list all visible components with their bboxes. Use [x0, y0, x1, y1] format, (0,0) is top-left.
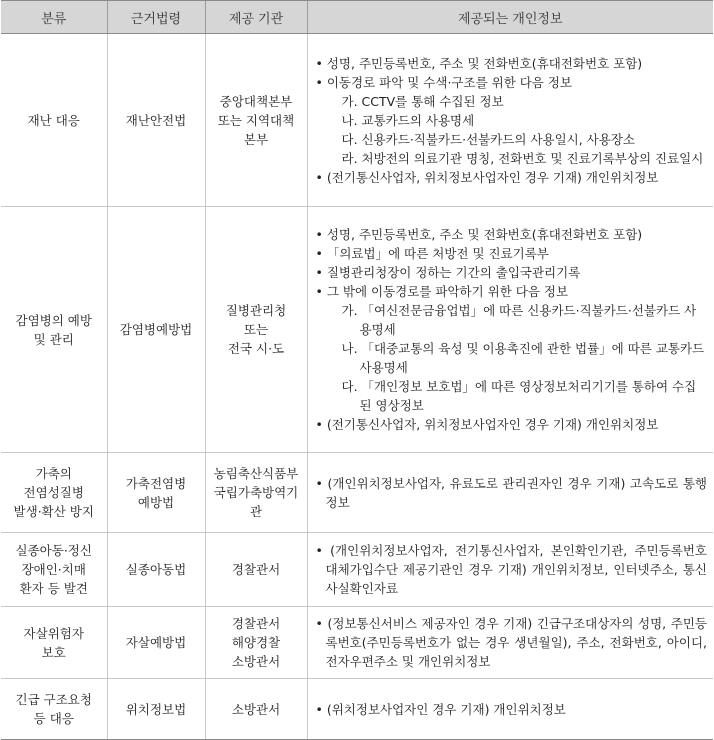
category-cell [1, 453, 107, 533]
law-cell [107, 453, 205, 533]
category-cell [1, 679, 107, 740]
table-row [1, 533, 713, 607]
sub-item: 가. CCTV를 통해 수집된 정보 [341, 93, 504, 109]
law-cell [107, 207, 205, 453]
bullet-item: • (개인위치정보사업자, 전기통신사업자, 본인확인기관, 주민등록번호 대체가입수단 제공기관인 경우 기재) 개인위치정보, 인터넷주소, 통신사실확인자료 [315, 543, 707, 596]
category-cell [1, 207, 107, 453]
header-law: 근거법령 [107, 1, 205, 34]
agency-cell [205, 607, 307, 679]
agency-cell-line: 전국 시·도 [227, 341, 285, 356]
category-cell [1, 34, 107, 207]
agency-cell [205, 533, 307, 607]
law-cell [107, 533, 205, 607]
agency-cell-line: 질병관리청 [225, 303, 287, 318]
category-cell-line: 환자 등 발견 [19, 581, 88, 596]
bullet-item: • (전기통신사업자, 위치정보사업자인 경우 기재) 개인위치정보 [315, 417, 659, 432]
agency-cell-line: 소방관서 [231, 654, 281, 669]
table-row [1, 207, 713, 453]
law-cell [107, 34, 205, 207]
agency-cell-line: 국립가축방역기관 [213, 485, 299, 519]
bullet-item: • 성명, 주민등록번호, 주소 및 전화번호(휴대전화번호 포함) [315, 227, 643, 242]
personal-info-table [1, 0, 713, 740]
category-cell-line: 긴급 구조요청 [15, 692, 92, 707]
category-cell-line: 및 관리 [33, 331, 74, 347]
agency-cell [205, 207, 307, 453]
agency-cell-line: 중앙대책본부 [219, 93, 293, 109]
sub-item: 나. 교통카드의 사용명세 [341, 112, 475, 128]
bullet-item: • (정보통신서비스 제공자인 경우 기재) 긴급구조대상자의 성명, 주민등록번호(주민등록번호가 없는 경우 생년월일), 주소, 전화번호, 아이디, 전자우편주소 및 개인위치정보 [315, 616, 707, 669]
law-cell-line: 자살예방법 [125, 635, 187, 650]
category-cell-line: 보호 [41, 644, 66, 660]
agency-cell-line: 본부 [243, 131, 269, 147]
category-cell-line: 자살위험자 [23, 625, 84, 641]
category-cell-line: 재난 대응 [27, 112, 80, 128]
category-cell-line: 실종아동·정신 [15, 543, 92, 558]
agency-cell-line: 소방관서 [231, 701, 281, 717]
bullet-item: • 「의료법」에 따른 처방전 및 진료기록부 [315, 246, 549, 261]
agency-cell [205, 453, 307, 533]
law-cell-line: 감염병예방법 [119, 322, 193, 337]
info-cell [307, 34, 713, 207]
info-cell [307, 533, 713, 607]
table-header-row [1, 1, 713, 34]
category-cell-line: 등 대응 [33, 711, 74, 726]
sub-item: 라. 처방전의 의료기관 명칭, 전화번호 및 진료기록부상의 진료일시 [341, 150, 704, 166]
bullet-item: • 그 밖에 이동경로를 파악하기 위한 다음 정보 [315, 284, 569, 299]
info-cell [307, 453, 713, 533]
agency-cell-line: 해양경찰 [231, 635, 281, 650]
bullet-item: • (전기통신사업자, 위치정보사업자인 경우 기재) 개인위치정보 [315, 169, 659, 185]
law-cell-line: 실종아동법 [125, 562, 187, 577]
category-cell-line: 전염성질병 [23, 485, 84, 500]
category-cell [1, 607, 107, 679]
bullet-item: • 성명, 주민등록번호, 주소 및 전화번호(휴대전화번호 포함) [315, 55, 643, 71]
header-info: 제공되는 개인정보 [307, 1, 713, 34]
category-cell-line: 감염병의 예방 [15, 312, 92, 328]
law-cell-line: 위치정보법 [125, 701, 187, 717]
category-cell-line: 장애인·치매 [21, 562, 86, 577]
agency-cell [205, 34, 307, 207]
sub-item: 나. 「대중교통의 육성 및 이용촉진에 관한 법률」에 따른 교통카드 사용명세 [341, 341, 705, 375]
sub-item: 가. 「여신전문금융업법」에 따른 신용카드·직불카드·선불카드 사용명세 [341, 303, 697, 337]
category-cell-line: 가축의 [35, 466, 72, 481]
law-cell [107, 679, 205, 740]
info-cell [307, 679, 713, 740]
agency-cell-line: 경찰관서 [231, 616, 281, 631]
sub-item: 다. 「개인정보 보호법」에 따른 영상정보처리기기를 통하여 수집된 영상정보 [341, 379, 697, 413]
law-cell [107, 607, 205, 679]
header-agency: 제공 기관 [205, 1, 307, 34]
agency-cell-line: 또는 지역대책 [217, 112, 295, 128]
agency-cell [205, 679, 307, 740]
bullet-item: • 이동경로 파악 및 수색·구조를 위한 다음 정보 [315, 74, 573, 90]
category-cell-line: 발생·확산 방지 [13, 504, 94, 519]
law-cell-line: 가축전염병 [125, 475, 187, 491]
agency-cell-line: 경찰관서 [231, 562, 281, 577]
sub-item: 다. 신용카드·직불카드·선불카드의 사용일시, 사용장소 [341, 131, 635, 147]
agency-cell-line: 또는 [243, 322, 269, 337]
header-category: 분류 [1, 1, 107, 34]
table-row [1, 453, 713, 533]
table-row [1, 679, 713, 740]
law-cell-line: 예방법 [137, 494, 175, 510]
bullet-item: • (위치정보사업자인 경우 기재) 개인위치정보 [315, 701, 566, 717]
law-cell-line: 재난안전법 [125, 112, 187, 128]
category-cell [1, 533, 107, 607]
info-cell [307, 607, 713, 679]
bullet-item: • 질병관리청장이 정하는 기간의 출입국관리기록 [315, 265, 581, 280]
table-row [1, 607, 713, 679]
bullet-item: • (개인위치정보사업자, 유료도로 관리권자인 경우 기재) 고속도로 통행정보 [315, 475, 707, 510]
agency-cell-line: 농림축산식품부 [213, 466, 299, 481]
info-cell [307, 207, 713, 453]
table-row [1, 34, 713, 207]
